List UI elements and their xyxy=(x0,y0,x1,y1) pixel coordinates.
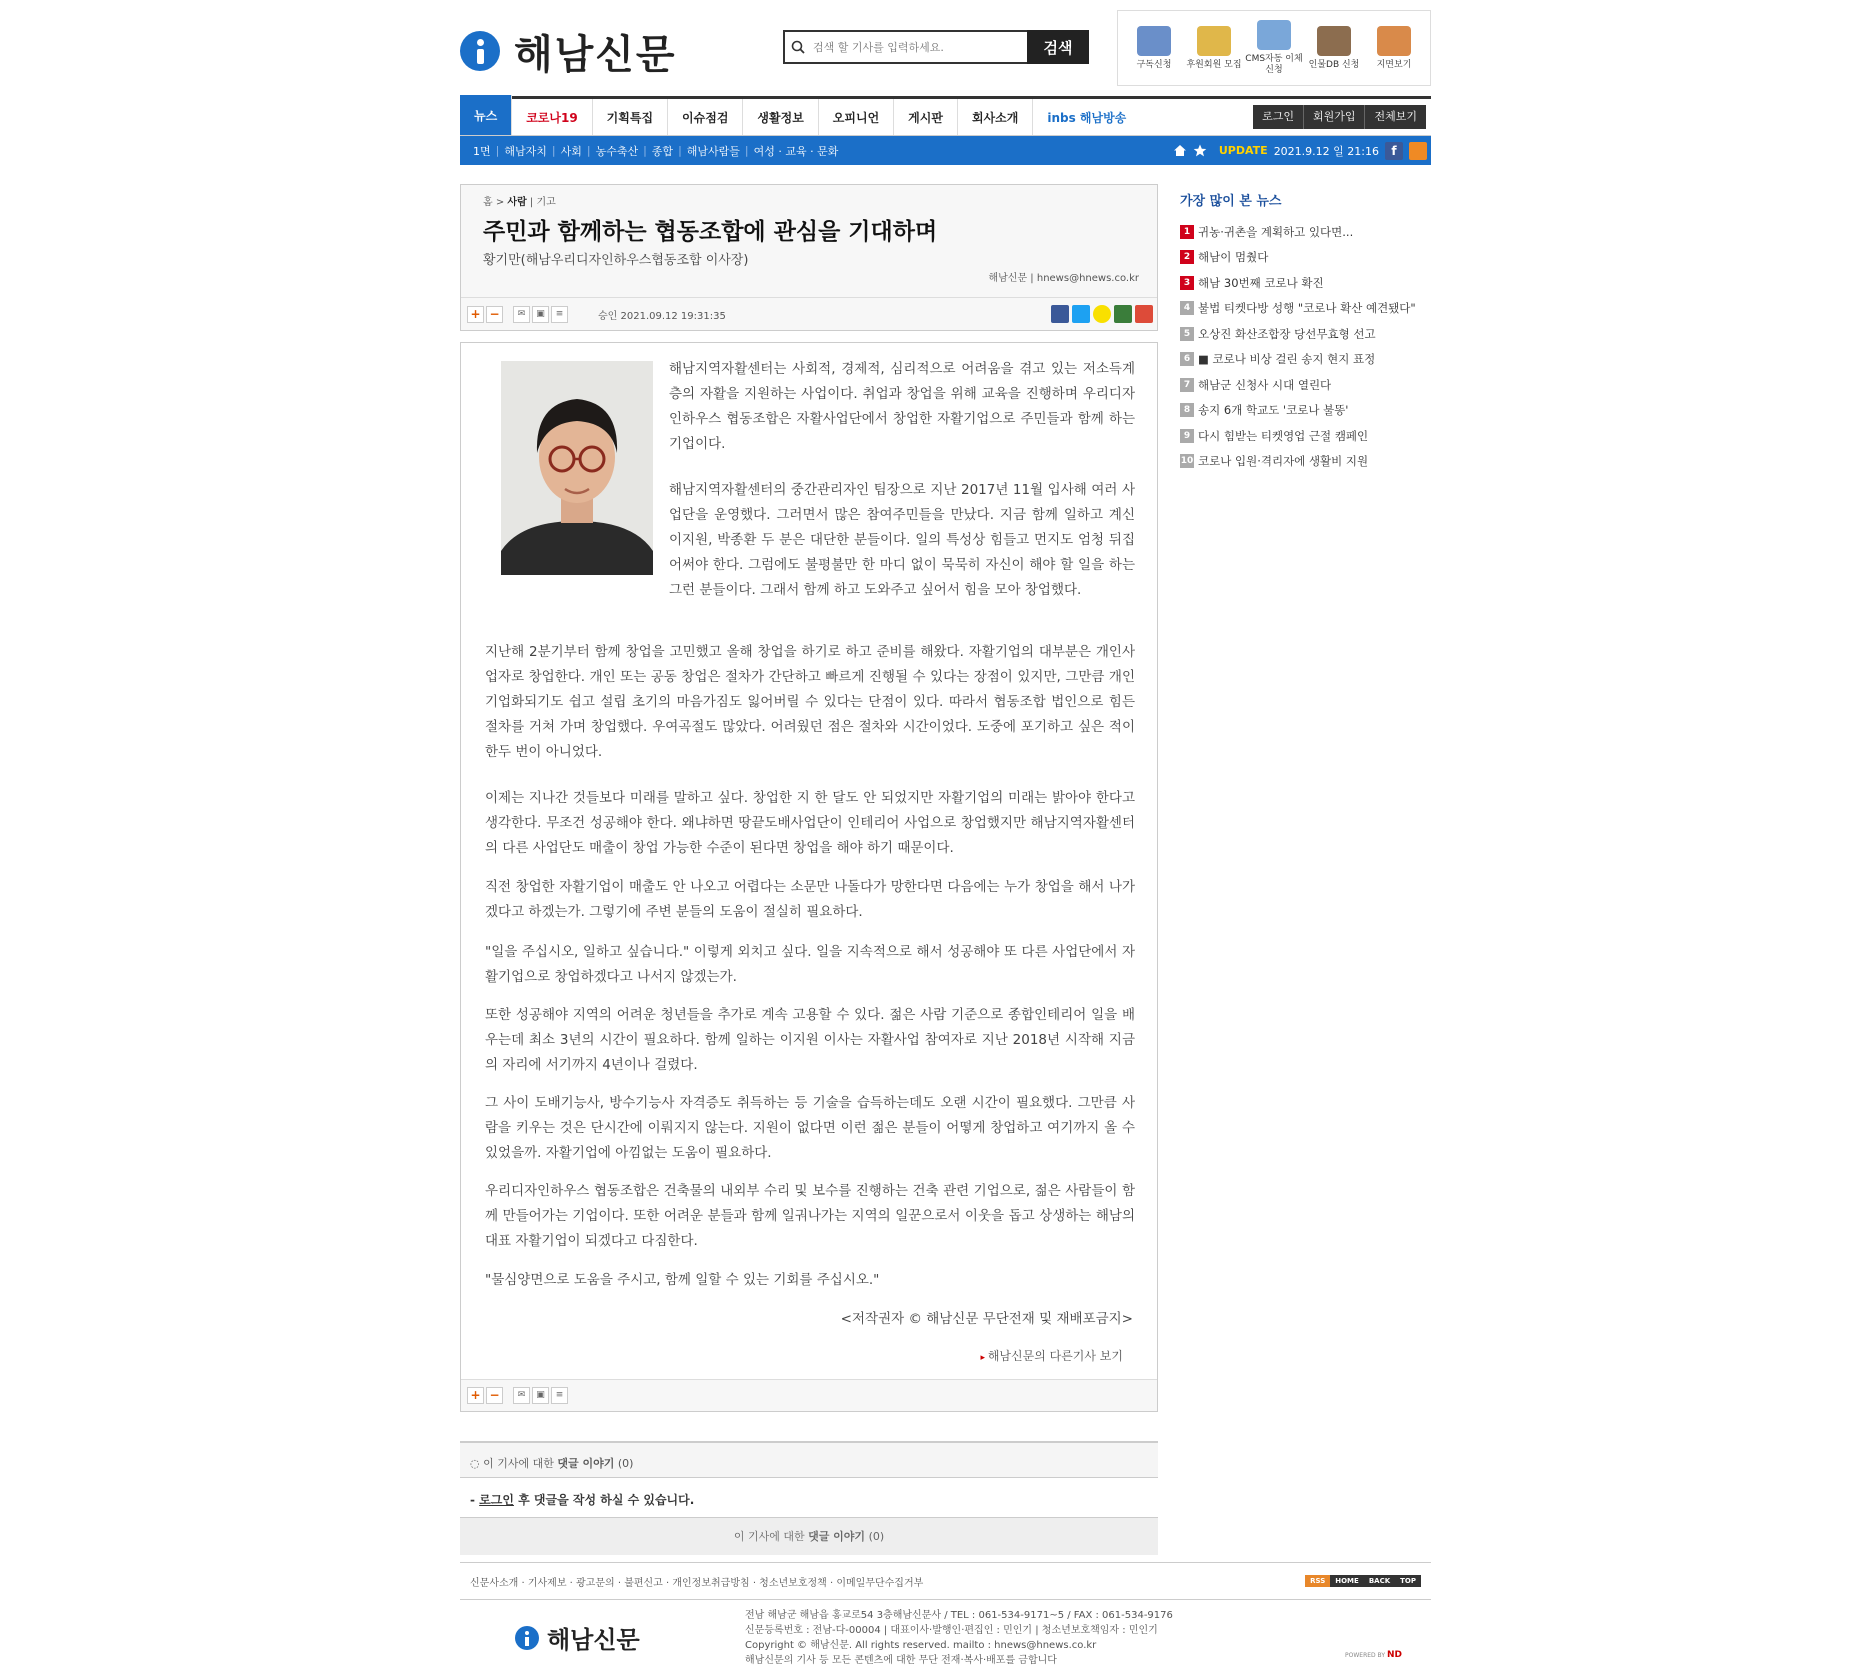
bookmark-star-icon[interactable] xyxy=(1193,144,1207,157)
nav-item-issue[interactable]: 이슈점검 xyxy=(668,99,743,135)
article-body xyxy=(460,342,1158,1412)
article-paragraph: 우리디자인하우스 협동조합은 건축물의 내외부 수리 및 보수를 진행하는 건축 관련 기업으로, 젊은 사람들이 함께 만들어가는 기업이다. 또한 어려운 분들과 함께 일궈나가는 지역의 일꾼으로서 이웃을 돕고 상생하는 해남의 대표 자활기업이 되겠다고 다짐한다. xyxy=(485,1183,1135,1249)
article-paragraph: 그 사이 도배기능사, 방수기능사 자격증도 취득하는 등 기술을 습득하는데도 오랜 시간이 필요했다. 그만큼 사람을 키우는 것은 단시간에 이뤄지지 않는다. 지원이 없다면 이런 젊은 분들이 어떻게 창업하고 여기까지 올 수 있었을까. 자활기업에 아낌없는 도움이 필요하다. xyxy=(485,1095,1135,1161)
quick-sponsor[interactable] xyxy=(1185,26,1243,71)
footer-logo-text: 해남신문 xyxy=(547,1626,640,1654)
font-decrease-button[interactable]: − xyxy=(486,306,503,323)
rank-badge: 1 xyxy=(1180,225,1194,239)
footer-info-line: Copyright © 해남신문. All rights reserved. mailto : hnews@hnews.co.kr xyxy=(745,1640,1097,1651)
footer-info-line: 전남 해남군 해남읍 홍교로54 3층해남신문사 / TEL : 061-534-9171~5 / FAX : 061-534-9176 xyxy=(745,1610,1173,1621)
paper-view-icon xyxy=(1377,26,1411,56)
comment-footer-title: 댓글 이야기 xyxy=(808,1530,866,1543)
footer-buttons xyxy=(1305,1575,1421,1587)
googleplus-share-icon[interactable] xyxy=(1135,305,1153,323)
ranked-title: 코로나 입원·격리자에 생활비 지원 xyxy=(1198,454,1369,469)
sub-nav xyxy=(460,136,1431,165)
quick-paper-view[interactable] xyxy=(1365,26,1423,71)
signup-link[interactable]: 회원가입 xyxy=(1304,105,1366,129)
comment-footer-prefix: 이 기사에 대한 xyxy=(733,1530,805,1543)
rank-badge: 2 xyxy=(1180,250,1194,264)
people-db-icon xyxy=(1317,26,1351,56)
subnav-item[interactable]: 사회 xyxy=(560,144,582,158)
breadcrumb-sub[interactable]: 기고 xyxy=(536,197,556,208)
comment-bubble-icon: ◌ xyxy=(470,1457,480,1470)
comment-header-prefix: 이 기사에 대한 xyxy=(483,1457,554,1470)
ranked-title: 송지 6개 학교도 '코로나 불똥' xyxy=(1198,403,1349,418)
footer-home-button[interactable]: HOME xyxy=(1330,1575,1364,1587)
ranked-title: 해남 30번째 코로나 확진 xyxy=(1198,275,1324,290)
email-icon[interactable]: ✉ xyxy=(513,1387,530,1404)
most-read-sidebar xyxy=(1180,190,1430,474)
powered-label: POWERED BY xyxy=(1345,1652,1386,1659)
article-bottom-toolbar xyxy=(461,1379,1157,1411)
rank-badge: 4 xyxy=(1180,301,1194,315)
nav-item-news[interactable]: 뉴스 xyxy=(460,95,512,135)
article-paragraph: 직전 창업한 자활기업이 매출도 안 나오고 어렵다는 소문만 나돌다가 망한다면 다음에는 누가 창업을 해서 나가겠다고 하겠는가. 그렇기에 주변 분들의 도움이 절실히 필요하다. xyxy=(485,879,1135,920)
nav-item-broadcast[interactable]: inbs 해남방송 xyxy=(1047,110,1127,125)
footer-info xyxy=(745,1608,1173,1668)
article-byline: 해남신문 | hnews@hnews.co.kr xyxy=(988,273,1139,284)
breadcrumb: 홈 > 사람 | 기고 xyxy=(483,197,556,208)
divider: | xyxy=(551,144,556,157)
comment-count: (0) xyxy=(617,1457,634,1470)
nav-item-special[interactable]: 기획특집 xyxy=(593,99,668,135)
footer-info-line: 해남신문의 기사 등 모든 콘텐츠에 대한 무단 전재·복사·배포를 금합니다 xyxy=(745,1655,1057,1666)
twitter-share-icon[interactable] xyxy=(1072,305,1090,323)
article-header xyxy=(460,184,1158,331)
share-buttons xyxy=(1051,305,1157,323)
article-paragraph: "물심양면으로 도움을 주시고, 함께 일할 수 있는 기회를 주십시오." xyxy=(485,1272,880,1288)
comment-login-link[interactable]: 로그인 xyxy=(479,1493,514,1507)
logo-mark-icon xyxy=(460,31,500,71)
breadcrumb-section[interactable]: 사람 xyxy=(507,197,527,208)
nav-item-covid19[interactable]: 코로나19 xyxy=(512,99,592,135)
report-icon[interactable]: ≡ xyxy=(551,1387,568,1404)
other-articles-link[interactable]: ▸ 해남신문의 다른기사 보기 xyxy=(980,1347,1123,1364)
sponsor-icon xyxy=(1197,26,1231,56)
subnav-item[interactable]: 1면 xyxy=(473,144,491,158)
footer-links xyxy=(460,1562,1431,1600)
ranked-item[interactable] xyxy=(1180,245,1430,271)
print-icon[interactable]: ▣ xyxy=(532,306,549,323)
email-icon[interactable]: ✉ xyxy=(513,306,530,323)
ranked-item[interactable] xyxy=(1180,423,1430,449)
facebook-icon[interactable]: f xyxy=(1385,142,1403,160)
font-increase-button[interactable]: + xyxy=(467,1387,484,1404)
author-photo xyxy=(501,361,653,575)
nav-item-life[interactable]: 생활정보 xyxy=(743,99,818,135)
article-paragraph: 또한 성공해야 지역의 어려운 청년들을 추가로 계속 고용할 수 있다. 젊은 사람 기준으로 종합인테리어 일을 배우는데 최소 3년의 시간이 필요하다. 함께 일하는 이지원 이사는 자활사업 참여자로 지난 2018년 시작해 지금의 자리에 서기까지 4년이나 걸렸다. xyxy=(485,1007,1135,1073)
comment-login-text: 후 댓글을 작성 하실 수 있습니다. xyxy=(518,1493,695,1507)
divider: | xyxy=(643,144,647,157)
powered-by xyxy=(1345,1650,1402,1660)
ranked-item[interactable] xyxy=(1180,449,1430,475)
subnav-item[interactable]: 해남사람들 xyxy=(686,144,740,158)
comment-footer[interactable] xyxy=(460,1518,1158,1555)
ranked-title: 오상진 화산조합장 당선무효형 선고 xyxy=(1198,326,1376,341)
home-icon[interactable] xyxy=(1173,144,1187,157)
cms-icon xyxy=(1257,20,1291,50)
comment-login-prompt: - 로그인 후 댓글을 작성 하실 수 있습니다. xyxy=(460,1478,1158,1518)
comment-header xyxy=(460,1441,1158,1478)
divider: | xyxy=(495,144,500,157)
subnav-item[interactable]: 농수축산 xyxy=(595,144,639,158)
ranked-item[interactable] xyxy=(1180,347,1430,373)
quick-people-db[interactable] xyxy=(1305,26,1363,71)
divider: | xyxy=(744,144,749,157)
footer-logo xyxy=(515,1620,640,1655)
ranked-item[interactable] xyxy=(1180,398,1430,424)
ranked-title: 해남군 신청사 시대 열린다 xyxy=(1198,377,1332,392)
rank-badge: 10 xyxy=(1180,456,1194,467)
footer-link-list[interactable]: 신문사소개 · 기사제보 · 광고문의 · 불편신고 · 개인정보취급방침 · 청소년보호정책 · 이메일무단수집거부 xyxy=(470,1577,924,1589)
band-share-icon[interactable] xyxy=(1114,305,1132,323)
quick-menu xyxy=(1117,10,1431,86)
font-decrease-button[interactable]: − xyxy=(486,1387,503,1404)
report-icon[interactable]: ≡ xyxy=(551,306,568,323)
article-toolbar xyxy=(461,297,1157,330)
footer-rss-button[interactable]: RSS xyxy=(1305,1575,1330,1587)
auth-links xyxy=(1253,105,1426,129)
article-paragraph: 해남지역자활센터의 중간관리자인 팀장으로 지난 2017년 11월 입사해 여러 사업단을 운영했다. 그러면서 많은 참여주민들을 만났다. 지금 함께 일하고 계신 이지원, 박종환 두 분은 대단한 분들이다. 일의 특성상 힘들고 먼지도 엄청 뒤집어써야 한다. 그럼에도 불평불만 한 마디 없이 묵묵히 자신이 해야 할 일을 하는 그런 분들이다. 그래서 함께 하고 도와주고 싶어서 힘을 모아 창업했다. xyxy=(669,482,1135,598)
article-subtitle: 황기만(해남우리디자인하우스협동조합 이사장) xyxy=(483,253,749,268)
ranked-item[interactable] xyxy=(1180,372,1430,398)
update-label: UPDATE xyxy=(1218,144,1268,157)
copyright-notice: <저작권자 © 해남신문 무단전재 및 재배포금지> xyxy=(840,1311,1133,1327)
search-bar xyxy=(783,30,1089,64)
font-increase-button[interactable]: + xyxy=(467,306,484,323)
logo-text: 해남신문 xyxy=(514,31,677,78)
approved-date: 승인 2021.09.12 19:31:35 xyxy=(598,310,726,322)
nav-item-board[interactable]: 게시판 xyxy=(894,99,958,135)
subnav-item[interactable]: 해남자치 xyxy=(504,144,547,158)
rank-badge: 6 xyxy=(1180,352,1194,366)
quick-cms[interactable] xyxy=(1245,20,1303,76)
article-paragraph: 해남지역자활센터는 사회적, 경제적, 심리적으로 어려움을 겪고 있는 저소득계층의 자활을 지원하는 사업이다. 취업과 창업을 위해 교육을 진행하며 우리디자인하우스 협동조합은 자활사업단에서 창업한 자활기업으로 주민들과 함께 하는 기업이다. xyxy=(669,361,1135,452)
comment-section xyxy=(460,1441,1158,1557)
ranked-title: 귀농·귀촌을 계획하고 있다면... xyxy=(1198,224,1354,239)
quick-label: 인물DB 신청 xyxy=(1308,59,1360,70)
quick-label: 구독신청 xyxy=(1136,59,1172,70)
comment-header-title: 댓글 이야기 xyxy=(557,1457,615,1470)
subscribe-icon xyxy=(1137,26,1171,56)
ranked-title: 불법 티켓다방 성행 "코로나 확산 예견됐다" xyxy=(1198,301,1416,316)
article-paragraph: 지난해 2분기부터 함께 창업을 고민했고 올해 창업을 하기로 하고 준비를 해왔다. 자활기업의 대부분은 개인사업자로 창업한다. 개인 또는 공동 창업은 절차가 간단하고 빠르게 진행될 수 있다는 장점이 있지만, 그만큼 개인 기업화되기도 쉽고 설립 초기의 마음가짐도 잃어버릴 수 있다는 단점이 있다. 따라서 협동조합 법인으로 힘든 절차를 거쳐 가며 창업했다. 우여곡절도 많았다. 어려웠던 점은 절차와 시간이었다. 도중에 포기하고 싶은 적이 한두 번이 아니었다. xyxy=(485,644,1135,760)
divider: | xyxy=(586,144,591,157)
update-time: 2021.9.12 일 21:16 xyxy=(1273,144,1379,158)
divider: | xyxy=(678,144,682,157)
nav-item-company[interactable]: 회사소개 xyxy=(958,99,1033,135)
ranked-item[interactable] xyxy=(1180,321,1430,347)
ranked-item[interactable] xyxy=(1180,296,1430,322)
quick-label: 후원회원 모집 xyxy=(1186,59,1242,70)
footer-back-button[interactable]: BACK xyxy=(1364,1575,1395,1587)
footer-logo-mark-icon xyxy=(515,1626,539,1650)
ranked-title: 다시 힘받는 티켓영업 근절 캠페인 xyxy=(1198,428,1369,443)
footer-info-line: 신문등록번호 : 전남-다-00004 | 대표이사·발행인·편집인 : 민인기 | 청소년보호책임자 : 민인기 xyxy=(745,1625,1158,1636)
quick-subscribe[interactable] xyxy=(1125,26,1183,71)
facebook-share-icon[interactable] xyxy=(1051,305,1069,323)
search-icon xyxy=(791,40,805,54)
sidebar-title: 가장 많이 본 뉴스 xyxy=(1180,194,1282,209)
kakao-share-icon[interactable] xyxy=(1093,305,1111,323)
ranked-item[interactable] xyxy=(1180,270,1430,296)
subnav-item[interactable]: 여성 · 교육 · 문화 xyxy=(753,144,839,158)
rank-badge: 8 xyxy=(1180,403,1194,417)
article-title: 주민과 함께하는 협동조합에 관심을 기대하며 xyxy=(483,219,938,245)
ranked-title: 해남이 멈췄다 xyxy=(1198,250,1269,265)
article-paragraph: "일을 주십시오, 일하고 싶습니다." 이렇게 외치고 싶다. 일을 지속적으로 해서 성공해야 또 다른 사업단에서 자활기업으로 창업하겠다고 나서지 않겠는가. xyxy=(485,944,1135,985)
print-icon[interactable]: ▣ xyxy=(532,1387,549,1404)
view-all-link[interactable]: 전체보기 xyxy=(1374,110,1417,123)
rss-icon[interactable] xyxy=(1409,142,1427,160)
rank-badge: 3 xyxy=(1180,276,1194,290)
rank-badge: 9 xyxy=(1180,429,1194,443)
rank-badge: 7 xyxy=(1180,378,1194,392)
rank-badge: 5 xyxy=(1180,327,1194,341)
nav-item-opinion[interactable]: 오피니언 xyxy=(819,99,894,135)
search-button[interactable]: 검색 xyxy=(1027,30,1089,64)
subnav-item[interactable]: 종합 xyxy=(651,144,674,158)
article-paragraph: 이제는 지나간 것들보다 미래를 말하고 싶다. 창업한 지 한 달도 안 되었지만 자활기업의 미래는 밝아야 한다고 생각한다. 무조건 성공해야 한다. 왜냐하면 땅끝도배사업단이 인테리어 사업으로 창업했지만 해남지역자활센터의 다른 사업단도 매출이 창업 가능한 수준이 된다면 창업을 해야 하기 때문이다. xyxy=(485,790,1135,856)
search-input[interactable] xyxy=(813,41,1003,54)
ranked-item[interactable] xyxy=(1180,219,1430,245)
powered-brand: ND xyxy=(1386,1650,1402,1660)
quick-label: CMS자동 이체신청 xyxy=(1245,54,1303,75)
login-link[interactable]: 로그인 xyxy=(1253,105,1304,129)
breadcrumb-home[interactable]: 홈 xyxy=(483,197,493,208)
main-nav xyxy=(460,96,1431,136)
site-logo[interactable] xyxy=(460,26,745,76)
ranked-title: ■ 코로나 비상 걸린 송지 현지 표정 xyxy=(1198,352,1376,367)
comment-footer-count: (0) xyxy=(868,1530,885,1543)
quick-label: 지면보기 xyxy=(1376,59,1412,70)
footer-top-button[interactable]: TOP xyxy=(1395,1575,1421,1587)
